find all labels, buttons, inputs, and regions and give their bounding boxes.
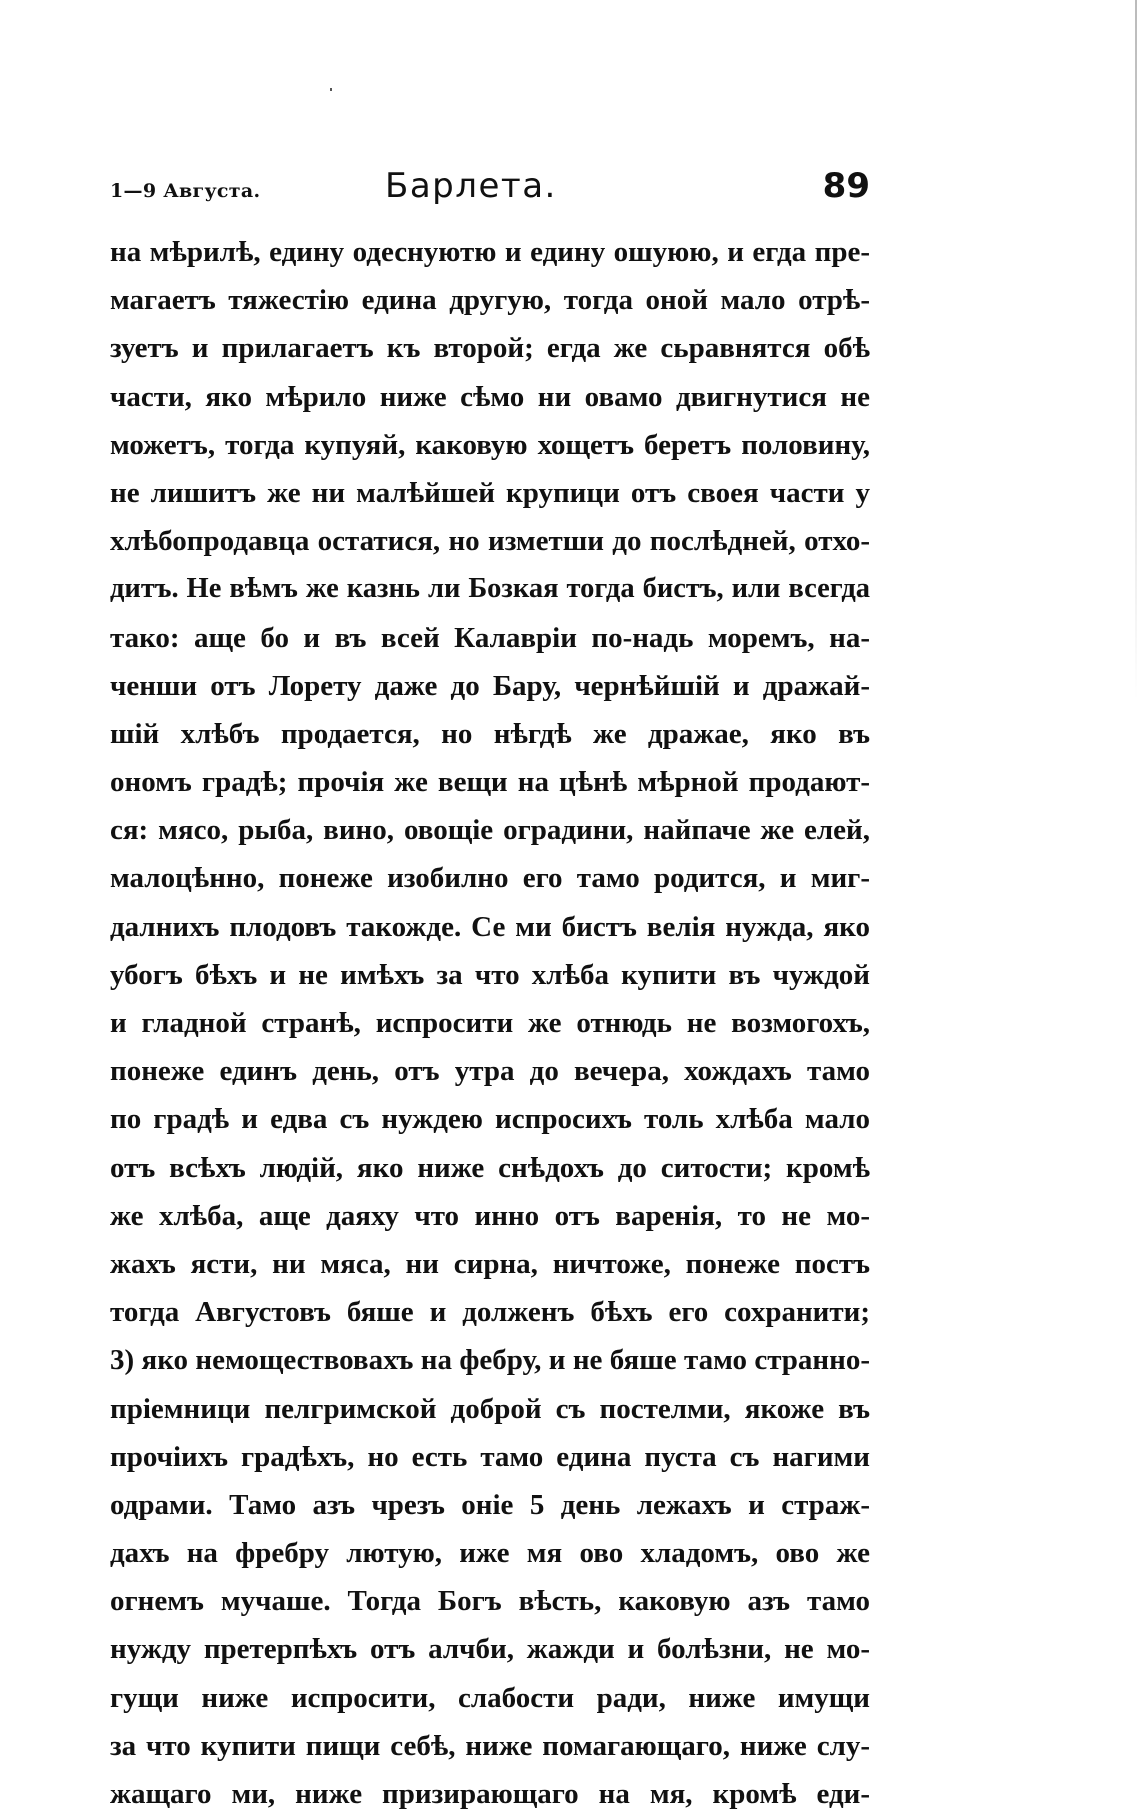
text-line: зуетъ и прилагаетъ къ второй; егда же сьравнятся обѣ (110, 332, 870, 365)
header-date-range: 1—9 Августа. (110, 180, 261, 202)
text-line: хлѣбопродавца остатися, но изметши до послѣдней, отхо- (110, 525, 870, 558)
text-line: одрами. Тамо азъ чрезъ оніе 5 день лежахъ и страж- (110, 1488, 870, 1521)
scan-edge-shadow (1135, 0, 1137, 700)
text-line: шій хлѣбъ продается, но нѣгдѣ же дражае, яко въ (110, 717, 870, 750)
text-line: на мѣрилѣ, едину одеснуютю и едину ошуюю, и егда пре- (110, 236, 870, 268)
text-line: пріемници пелгримской доброй съ постелми, якоже въ (110, 1392, 870, 1425)
text-line: убогъ бѣхъ и не имѣхъ за что хлѣба купити въ чуждой (110, 958, 870, 991)
text-line: малоцѣнно, понеже изобилно его тамо родится, и миг- (110, 862, 870, 895)
text-line: 3) яко немоществовахъ на фебру, и не бяше тамо странно- (110, 1344, 870, 1377)
text-line: не лишитъ же ни малѣйшей крупици отъ своея части у (110, 476, 870, 509)
body-text (110, 228, 870, 1818)
text-line: дахъ на фребру лютую, иже мя ово хладомъ, ово же (110, 1537, 870, 1570)
header-title: Барлета. (385, 166, 557, 206)
scan-dust-speck (330, 88, 332, 91)
text-line: понеже единъ день, отъ утра до вечера, хождахъ тамо (110, 1055, 870, 1088)
text-line: магаетъ тяжестію едина другую, тогда оной мало отрѣ- (110, 284, 870, 317)
text-line: ономъ градѣ; прочія же вещи на цѣнѣ мѣрной продают- (110, 766, 870, 799)
text-line: части, яко мѣрило ниже сѣмо ни овамо двигнутися не (110, 380, 870, 413)
text-line: за что купити пищи себѣ, ниже помагающаго, ниже слу- (110, 1729, 870, 1762)
text-line: по градѣ и едва съ нуждею испросихъ толь хлѣба мало (110, 1103, 870, 1136)
text-line: дитъ. Не вѣмъ же казнь ли Бозкая тогда бистъ, или всегда (110, 573, 870, 605)
text-line: нужду претерпѣхъ отъ алчби, жажди и болѣзни, не мо- (110, 1633, 870, 1666)
text-line: тогда Августовъ бяше и долженъ бѣхъ его сохранити; (110, 1296, 870, 1329)
running-header (110, 160, 870, 208)
text-line: ченши отъ Лорету даже до Бару, чернѣйшій и дражай- (110, 669, 870, 702)
text-line: тако: аще бо и въ всей Калавріи по-надь моремъ, на- (110, 621, 870, 654)
text-line: далнихъ плодовъ такожде. Се ми бистъ велія нужда, яко (110, 910, 870, 943)
text-line: ся: мясо, рыба, вино, овощіе оградини, найпаче же елей, (110, 814, 870, 847)
text-line: прочіихъ градѣхъ, но есть тамо единa пуста съ нагими (110, 1440, 870, 1473)
text-line: отъ всѣхъ людій, яко ниже снѣдохъ до ситости; кромѣ (110, 1151, 870, 1184)
text-line: жахъ ясти, ни мяса, ни сирна, ничтоже, понеже постъ (110, 1247, 870, 1280)
text-line: огнемъ мучаше. Тогда Богъ вѣсть, каковую азъ тамо (110, 1585, 870, 1618)
text-line: же хлѣба, аще даяху что инно отъ варенія, то не мо- (110, 1199, 870, 1232)
text-line: и гладной странѣ, испросити же отнюдь не возмогохъ, (110, 1007, 870, 1039)
text-line: жащаго ми, ниже призирающаго на мя, кромѣ еди- (110, 1778, 870, 1810)
text-line: гущи ниже испросити, слабости ради, ниже имущи (110, 1681, 870, 1714)
text-line: можетъ, тогда купуяй, каковую хощетъ беретъ половину, (110, 428, 870, 461)
page-number: 89 (822, 166, 870, 206)
